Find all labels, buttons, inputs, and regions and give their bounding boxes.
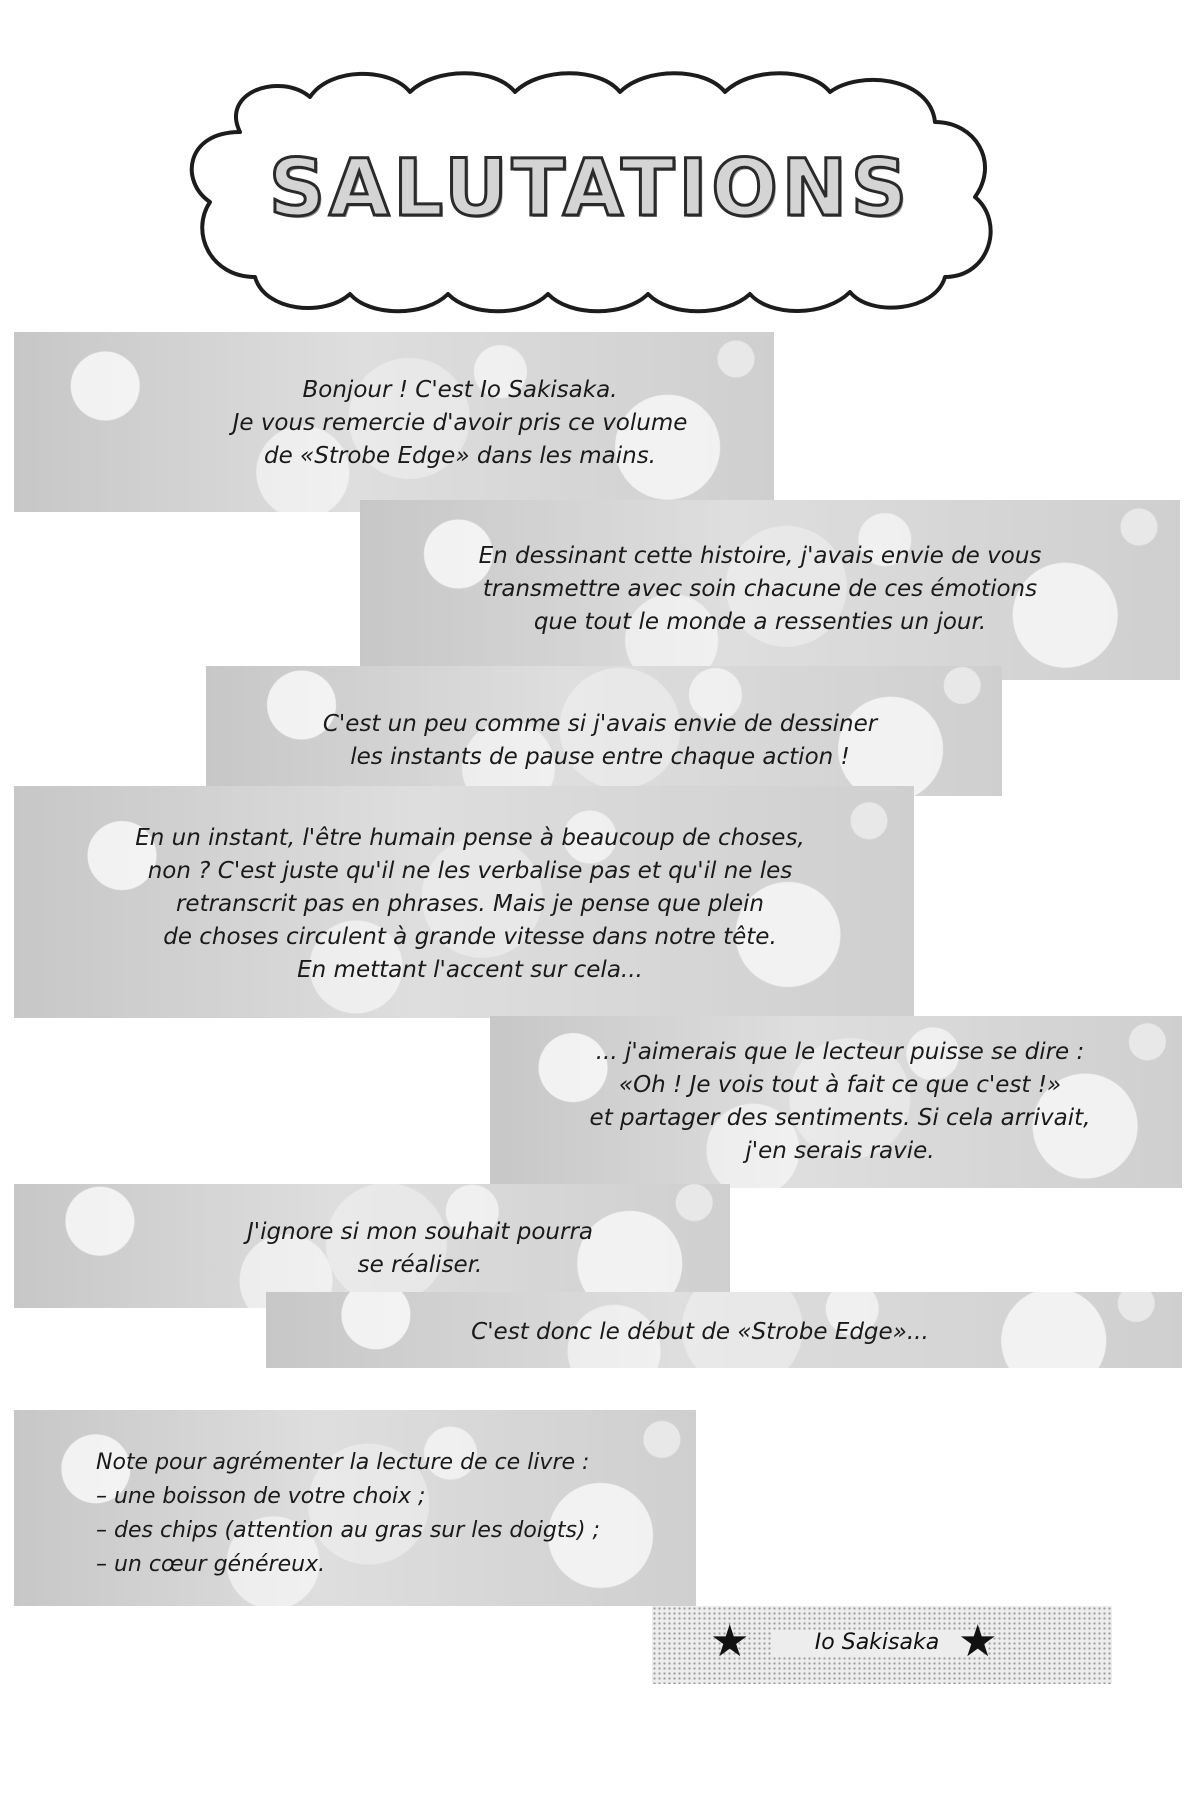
reading-note [96, 1446, 686, 1582]
message-line: J'ignore si mon souhait pourra [247, 1219, 593, 1245]
star-icon: ★ [958, 1616, 998, 1667]
message-line: En dessinant cette histoire, j'avais envie de vous [478, 543, 1042, 569]
star-icon: ★ [710, 1616, 750, 1667]
message-line: En mettant l'accent sur cela... [297, 957, 643, 983]
note-line: – des chips (attention au gras sur les doigts) ; [96, 1518, 600, 1543]
message-line: j'en serais ravie. [745, 1138, 935, 1164]
message-line: transmettre avec soin chacune de ces émotions [482, 576, 1038, 602]
title-cloud [170, 62, 1010, 322]
message-line: retranscrit pas en phrases. Mais je pense que plein [175, 891, 765, 917]
reader-hope-message [520, 1036, 1160, 1168]
message-line: se réaliser. [357, 1252, 483, 1278]
message-line: En un instant, l'être humain pense à beaucoup de choses, [135, 825, 805, 851]
message-line: C'est donc le début de «Strobe Edge»... [471, 1319, 929, 1345]
beginning-message [440, 1316, 960, 1349]
message-line: de «Strobe Edge» dans les mains. [263, 443, 656, 469]
message-line: non ? C'est juste qu'il ne les verbalise pas et qu'il ne les [147, 858, 793, 884]
pause-moments-message [250, 708, 950, 774]
note-line: Note pour agrémenter la lecture de ce livre : [96, 1450, 590, 1475]
message-line: C'est un peu comme si j'avais envie de dessiner [322, 711, 878, 737]
signature-name: Io Sakisaka [772, 1630, 982, 1655]
message-line: les instants de pause entre chaque action ! [350, 744, 850, 770]
drawing-intent-message [420, 540, 1100, 639]
greeting-message [160, 374, 760, 473]
message-line: Je vous remercie d'avoir pris ce volume [232, 410, 688, 436]
note-line: – une boisson de votre choix ; [96, 1484, 426, 1509]
signature-box [652, 1606, 1112, 1684]
human-thoughts-message [70, 822, 870, 987]
message-line: de choses circulent à grande vitesse dans notre tête. [163, 924, 777, 950]
message-line: et partager des sentiments. Si cela arrivait, [589, 1105, 1091, 1131]
message-line: ... j'aimerais que le lecteur puisse se dire : [595, 1039, 1085, 1065]
page-title: SALUTATIONS [268, 144, 912, 234]
message-line: «Oh ! Je vois tout à fait ce que c'est !» [618, 1072, 1062, 1098]
note-line: – un cœur généreux. [96, 1552, 326, 1577]
message-line: que tout le monde a ressenties un jour. [533, 609, 987, 635]
message-line: Bonjour ! C'est Io Sakisaka. [302, 377, 618, 403]
wish-message [200, 1216, 640, 1282]
